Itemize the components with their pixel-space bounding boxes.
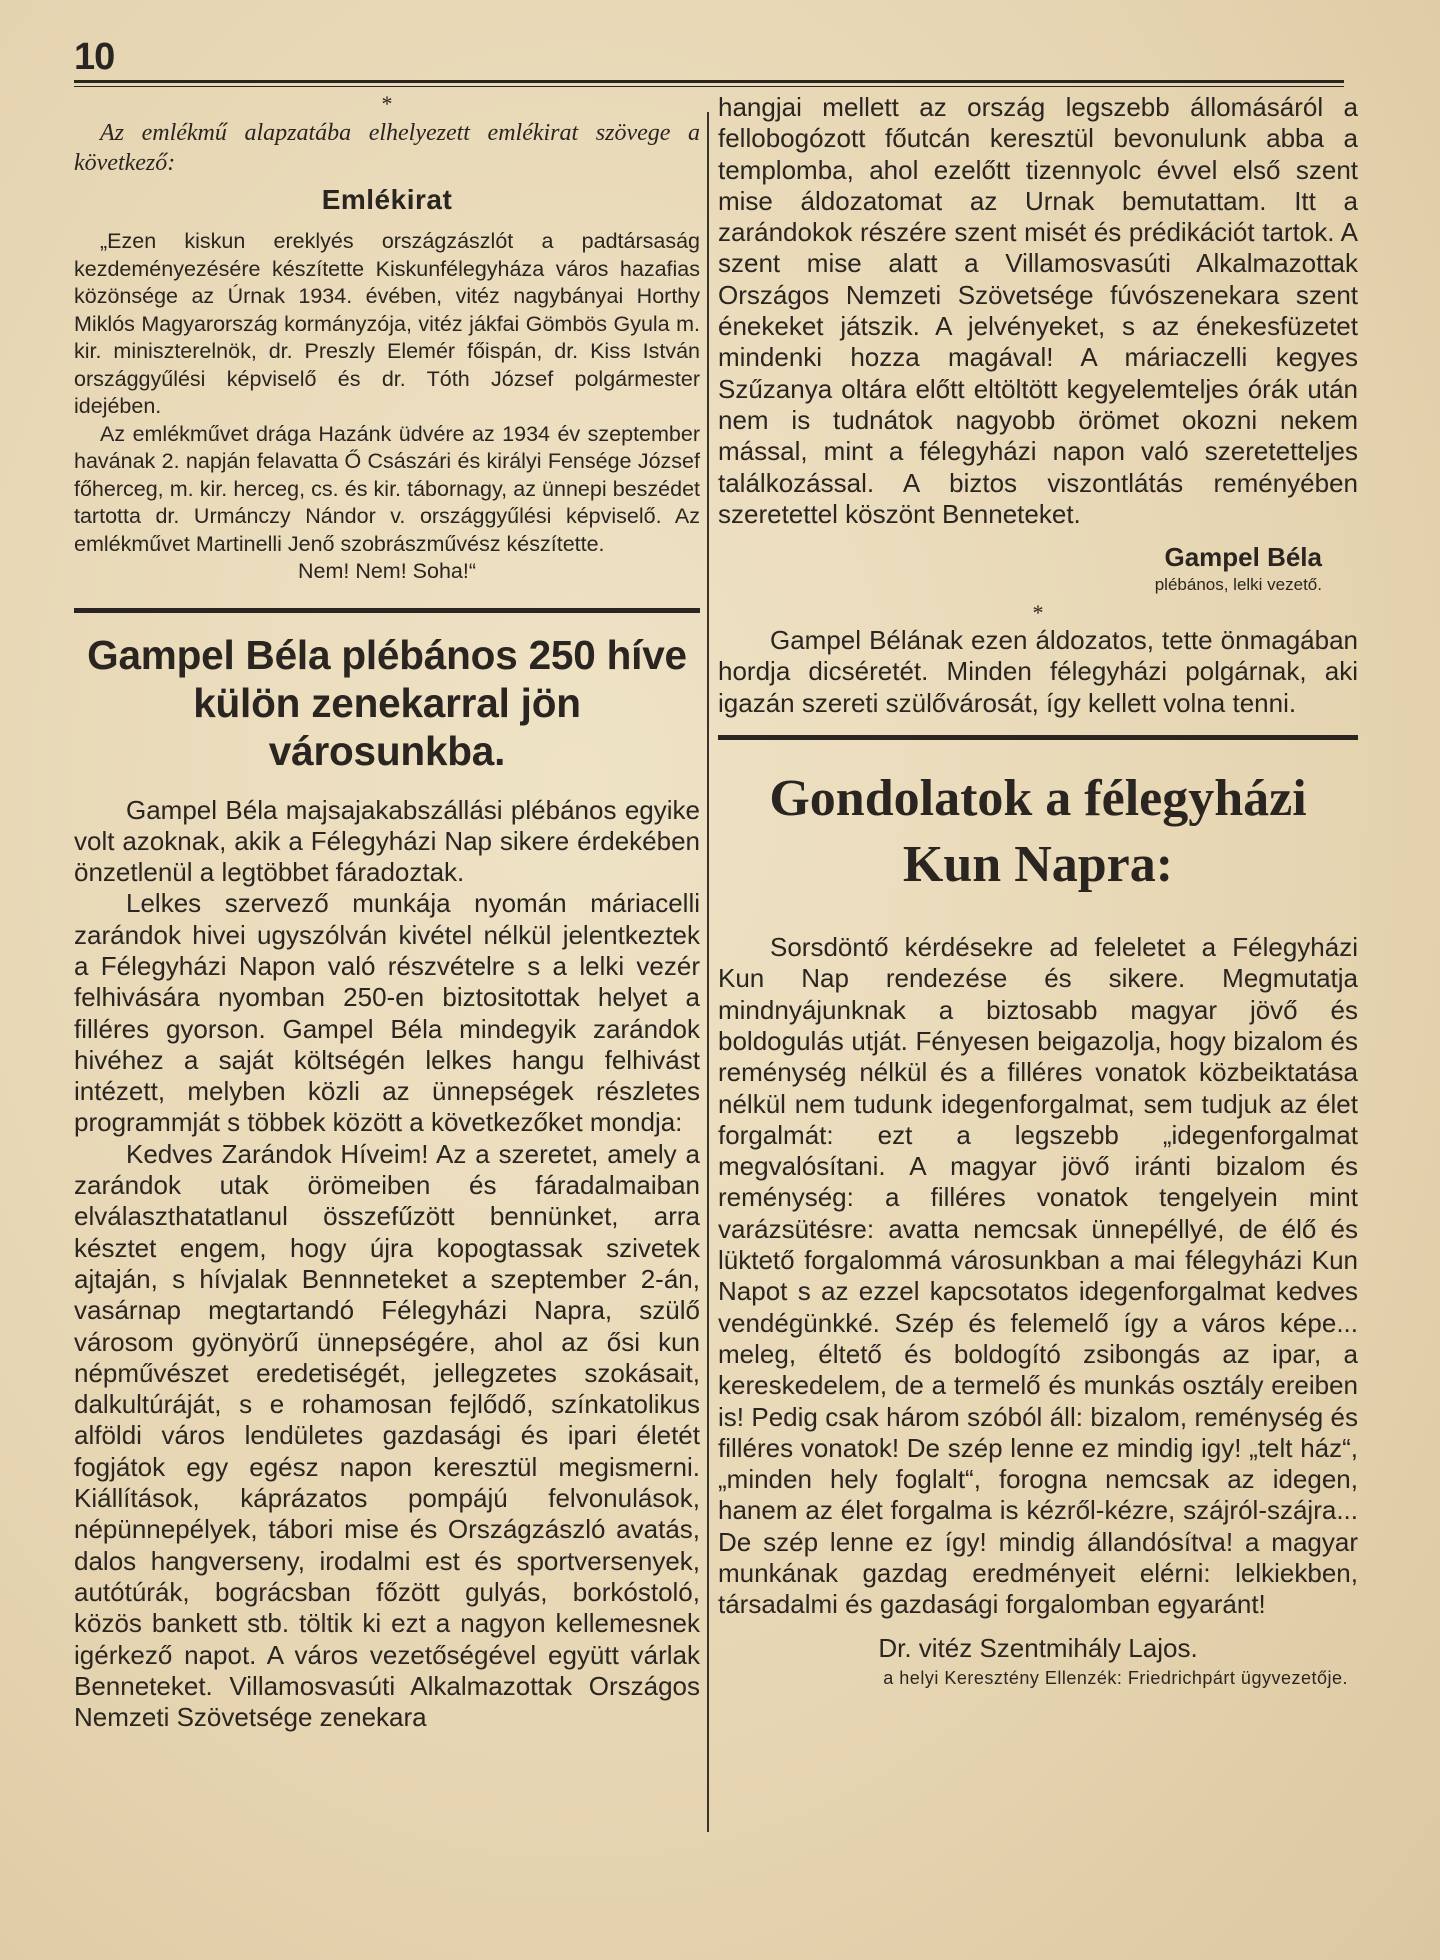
memorial-title: Emlékirat [321, 184, 453, 215]
memorial-paragraph-1: „Ezen kiskun ereklyés országzászlót a padtársaság kezdeményezésére készítette Kiskunfélegyháza város hazafias közönsége az Úrnak 1934. évében, vitéz nagybányai Horthy Miklós Magyarország kormányzója, vitéz jákfai Gömbös Gyula m. kir. miniszterelnök, dr. Preszly Elemér főispán, dr. Kiss István országgyűlési képviselő és dr. Tóth József polgármester idejében. [74, 229, 700, 418]
left-column [74, 92, 700, 1733]
essay-headline: Gondolatok a félegyházi Kun Napra: [769, 770, 1307, 894]
article-paragraph-1: Gampel Béla majsajakabszállási plébános egyike volt azoknak, akik a Félegyházi Nap sikere érdekében önzetlenül a legtöbbet fáradoztak. [74, 794, 700, 888]
column-divider [707, 112, 709, 1832]
memorial-paragraph-2: Az emlékművet drága Hazánk üdvére az 1934 év szeptember havának 2. napján felavatta Ő Császári és királyi Fensége József főherceg, m. kir. herceg, cs. és kir. tábornagy, az ünnepi beszédet tartotta dr. Urmánczy Nándor v. országgyűlési képviselő. Az emlékművet Martinelli Jenő szobrászművész készítette. [74, 421, 700, 556]
essay-signature-role: a helyi Keresztény Ellenzék: Friedrichpárt ügyvezetője. [883, 1667, 1348, 1688]
page-number: 10 [74, 36, 115, 78]
right-column [718, 92, 1358, 1689]
essay-signature: Dr. vitéz Szentmihály Lajos. [878, 1632, 1198, 1663]
section-rule [74, 608, 700, 613]
header-rule [74, 80, 1344, 83]
memorial-intro: Az emlékmű alapzatába elhelyezett emlékirat szövege a következő: [74, 120, 700, 176]
header-rule-thin [74, 86, 1344, 87]
signature-role: plébános, lelki vezető. [1154, 575, 1322, 595]
commentary-paragraph: Gampel Bélának ezen áldozatos, tette önmagában hordja dicséretét. Minden félegyházi polgárnak, aki igazán szereti szülővárosát, így kellett volna tenni. [718, 625, 1358, 718]
article-paragraph-2: Lelkes szervező munkája nyomán máriacelli zarándok hivei ugyszólván kivétel nélkül jelentkeztek a Félegyházi Napon való részvételre s a lelki vezér felhivására nyomban 250-en biztositottak helyet a filléres gyorson. Gampel Béla mindegyik zarándok hivéhez a saját költségén lelkes hangu felhivást intézett, melyben közli az ünnepségek részletes programmját s többek között a következőket mondja: [74, 888, 700, 1138]
signature-name: Gampel Béla [1164, 542, 1322, 573]
asterisk-separator: * [381, 91, 393, 116]
section-rule-right [718, 735, 1358, 740]
asterisk-separator-2: * [1032, 600, 1044, 626]
essay-paragraph: Sorsdöntő kérdésekre ad feleletet a Félegyházi Kun Nap rendezése és sikere. Megmutatja mindnyájunknak a biztosabb magyar jövő és boldogulás utját. Fényesen beigazolja, hogy bizalom és reménység nélkül és a filléres vonatok közbeiktatása nélkül nem tudunk idegenforgalmat, sem tudjuk az élet forgalmát: ezt a legszebb „idegenforgalmat megvalósítani. A magyar jövő iránti bizalom és reménység: a filléres vonatok tengelyein mint varázsütésre: avatta nemcsak ünnepéllyé, de élő és lüktető forgalommá városunkban a mai félegyházi Kun Napot s az ezzel kapcsotatos idegenforgalmat kedves vendégünkké. Szép és felemelő így a város képe... meleg, éltető és boldogító zsibongás az ipar, a kereskedelem, de a termelő és munkás osztály ereiben is! Pedig csak három szóból áll: bizalom, reménység és filléres vonatok! De szép lenne ez mindig igy! „telt ház“, „minden hely foglalt“, forogna nemcsak az idegen, hanem az élet forgalma is kézről-kézre, szájról-szájra... De szép lenne ez így! mindig állandósítva! a magyar munkának gazdag eredményeit elérni: lelkiekben, társadalmi és gazdasági forgalomban egyaránt! [718, 932, 1358, 1620]
memorial-closing: Nem! Nem! Soha!“ [297, 559, 477, 583]
article-paragraph-3: Kedves Zarándok Híveim! Az a szeretet, amely a zarándok utak örömeiben és fáradalmaiban elválaszthatatlanul összefűzött bennünket, arra késztet engem, hogy újra kopogtassak szivetek ajtaján, s hívjalak Bennneteket a szeptember 2-án, vasárnap megtartandó Félegyházi Napra, szülő városom gyönyörű ünnepségére, ahol az ősi kun népművészet eredetiségét, jellegzetes szokásait, dalkultúráját, s e rohamosan fejlődő, színkatolikus alföldi város lendületes gazdasági és ipari életét fogjátok egy egész napon keresztül megismerni. Kiállítások, káprázatos pompájú felvonulások, népünnepélyek, tábori mise és Országzászló avatás, dalos hangverseny, irodalmi est és sportversenyek, autótúrák, bográcsban főzött gulyás, borkóstoló, közös bankett stb. töltik ki ezt a nagyon kellemesnek igérkező napot. A város vezetőségével együtt várlak Benneteket. Villamosvasúti Alkalmazottak Országos Nemzeti Szövetsége zenekara [74, 1138, 700, 1733]
letter-continuation: hangjai mellett az ország legszebb állomásáról a fellobogózott főutcán keresztül bevonulunk abba a templomba, ahol ezelőtt tizennyolc évvel első szent mise áldozatomat az Urnak bemutattam. Itt a zarándokok részére szent misét és prédikációt tartok. A szent mise alatt a Villamosvasúti Alkalmazottak Országos Nemzeti Szövetsége fúvószenekara szent énekeket játszik. A jelvényeket, s az énekesfüzetet mindenki hozza magával! A máriaczelli kegyes Szűzanya oltára előtt eltöltött kegyelemteljes órák után nem is tudnátok nagyobb örömet okozni nekem mással, mint a félegyházi napon való szeretetteljes találkozással. A biztos viszontlátás reményében szeretettel köszönt Benneteket. [718, 92, 1358, 529]
article-headline: Gampel Béla plébános 250 híve külön zenekarral jön városunkba. [87, 631, 687, 774]
